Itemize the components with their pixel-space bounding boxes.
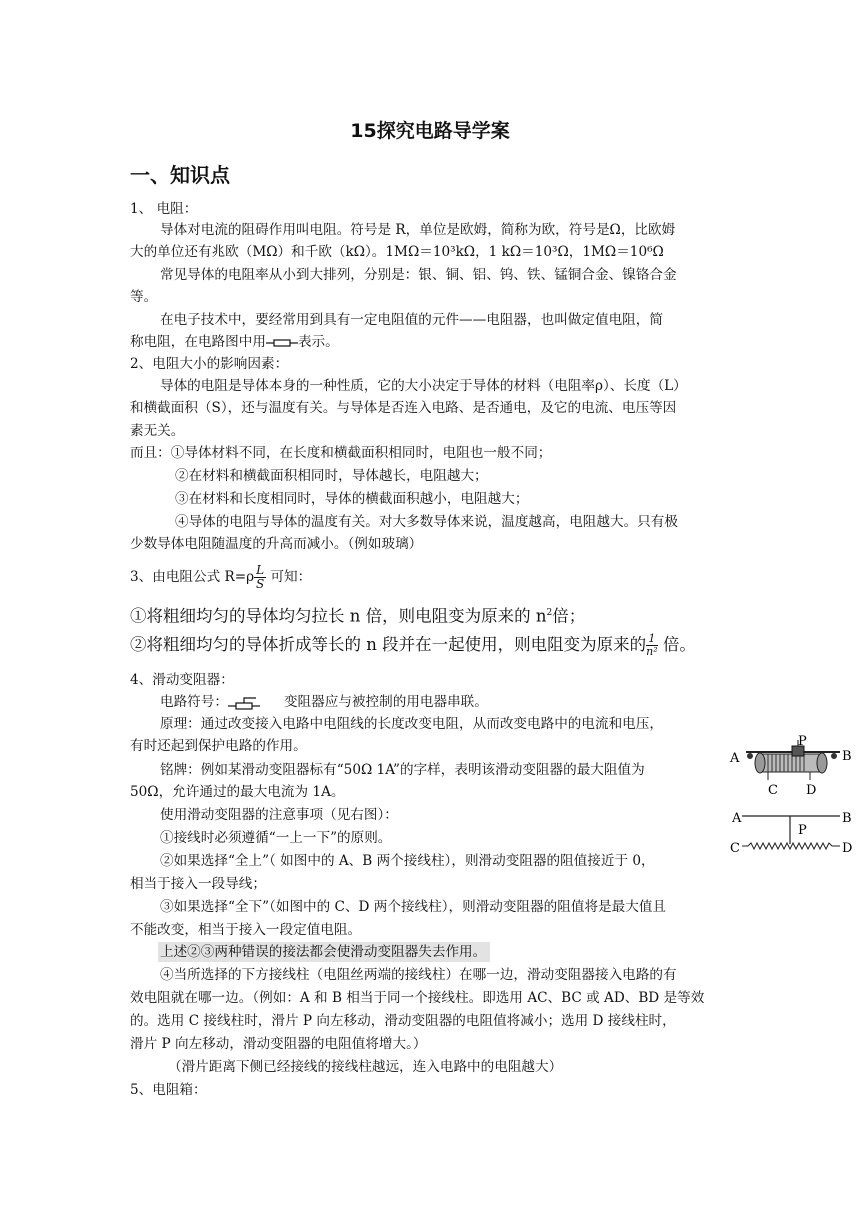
s4-n4b: 效电阻就在哪一边。（例如：A 和 B 相当于同一个接线柱。即选用 AC、BC 或 AD、BD 是等效 [130, 990, 705, 1006]
s2-p1c: 素无关。 [130, 423, 185, 439]
s4-p2b: 50Ω，允许通过的最大电流为 1A。 [130, 784, 345, 800]
s4-n4a: ④当所选择的下方接线柱（电阻丝两端的接线柱）在哪一边，滑动变阻器接入电路的有 [160, 967, 677, 983]
s4-highlight: 上述②③两种错误的接法都会使滑动变阻器失去作用。 [158, 942, 490, 962]
s3-b1-pre: ①将粗细均匀的导体均匀拉长 n 倍，则电阻变为原来的 n [130, 606, 547, 626]
s3-b2-fraction [646, 633, 658, 658]
label-P-top: P [798, 734, 807, 749]
s1-p3b-post: 表示。 [297, 334, 339, 350]
s4-sym-pre: 电路符号： [160, 694, 228, 710]
s1-head: 1、 电阻： [130, 201, 198, 217]
rheostat-device-drawing [746, 740, 840, 780]
s4-p3: 使用滑动变阻器的注意事项（见右图）： [160, 807, 398, 823]
s4-symbol-line [160, 692, 488, 712]
s3-b2-post: 倍。 [662, 635, 696, 654]
fraction-numerator: 1 [646, 633, 658, 646]
s1-p1a: 导体对电流的阻碍作用叫电阻。符号是 R，单位是欧姆，简称为欧，符号是Ω，比欧姆 [160, 222, 676, 238]
label-A-top: A [730, 751, 740, 766]
section-heading: 一、知识点 [130, 163, 230, 187]
s1-p3b-pre: 称电阻，在电路图中用 [130, 334, 266, 350]
s3-b1 [130, 601, 585, 629]
label-A: A [732, 811, 742, 826]
fraction-numerator: L [256, 563, 265, 577]
s4-n2b: 相当于接入一段导线； [130, 876, 266, 892]
s2-p1b: 和横截面积（S），还与温度有关。与导体是否连入电路、是否通电，及它的电流、电压等因 [130, 400, 677, 416]
s5-head: 5、电阻箱： [130, 1082, 207, 1098]
s2-l2: ②在材料和横截面积相同时，导体越长，电阻越大； [175, 468, 488, 484]
s3-b2 [130, 628, 696, 662]
s2-l3: ③在材料和长度相同时，导体的横截面积越小，电阻越大； [175, 491, 529, 507]
resistance-formula-fraction [254, 564, 266, 591]
s2-l1: 而且：①导体材料不同，在长度和横截面积相同时，电阻也一般不同； [130, 445, 552, 461]
s4-n5: （滑片距离下侧已经接线的接线柱越远，连入电路中的电阻越大） [168, 1059, 563, 1075]
s4-n1: ①接线时必须遵循“一上一下”的原则。 [160, 830, 392, 846]
s4-n2a: ②如果选择“全上”（ 如图中的 A、B 两个接线柱），则滑动变阻器的阻值接近于 0， [160, 853, 655, 869]
rheostat-figure [728, 732, 856, 860]
s4-n4d: 滑片 P 向左移动，滑动变阻器的电阻值将增大。） [130, 1036, 427, 1052]
label-D: D [842, 841, 853, 856]
label-D-top: D [806, 783, 817, 798]
s4-n3a: ③如果选择“全下”（如图中的 C、D 两个接线柱），则滑动变阻器的阻值将是最大值且 [160, 899, 667, 915]
s3-head-pre: 3、由电阻公式 R=ρ [130, 569, 255, 585]
label-B-top: B [842, 749, 852, 764]
page-title: 15探究电路导学案 [350, 120, 510, 142]
s4-sym-post: 变阻器应与被控制的用电器串联。 [283, 694, 488, 710]
rheostat-symbol-icon [228, 696, 264, 710]
s4-n4c: 的。选用 C 接线柱时，滑片 P 向左移动，滑动变阻器的电阻值将减小；选用 D 接线柱时， [130, 1013, 676, 1029]
s3-head-post: 可知： [270, 569, 312, 585]
s3-b2-pre: ②将粗细均匀的导体折成等长的 n 段并在一起使用，则电阻变为原来的 [130, 635, 647, 654]
s1-p2a: 常见导体的电阻率从小到大排列，分别是：银、铜、铝、钨、铁、锰铜合金、镍铬合金 [160, 267, 677, 283]
s3-b1-sup: 2 [546, 608, 553, 618]
s1-p2b: 等。 [130, 289, 158, 305]
s4-p1a: 原理：通过改变接入电路中电阻线的长度改变电阻，从而改变电路中的电流和电压， [160, 716, 663, 732]
s2-l4a: ④导体的电阻与导体的温度有关。对大多数导体来说，温度越高，电阻越大。只有极 [175, 514, 678, 530]
s2-head: 2、电阻大小的影响因素： [130, 356, 289, 372]
s3-head [130, 562, 311, 592]
rheostat-schematic [742, 816, 840, 849]
fraction-denominator: n² [646, 645, 658, 658]
fraction-denominator: S [256, 577, 265, 591]
s2-p1a: 导体的电阻是导体本身的一种性质，它的大小决定于导体的材料（电阻率ρ）、长度（L） [160, 378, 687, 394]
s1-p1b: 大的单位还有兆欧（MΩ）和千欧（kΩ）。1MΩ＝10³kΩ，1 kΩ＝10³Ω，1MΩ＝10⁶Ω [130, 244, 664, 260]
s4-p1b: 有时还起到保护电路的作用。 [130, 738, 307, 754]
label-C-top: C [768, 783, 778, 798]
label-P: P [798, 823, 807, 838]
s1-p3b [130, 332, 339, 352]
resistor-symbol-icon [266, 338, 298, 348]
s4-head: 4、滑动变阻器： [130, 672, 234, 688]
label-C: C [730, 841, 740, 856]
label-B: B [842, 811, 852, 826]
s1-p3a: 在电子技术中，要经常用到具有一定电阻值的元件——电阻器，也叫做定值电阻，简 [160, 312, 663, 328]
s4-n3b: 不能改变，相当于接入一段定值电阻。 [130, 922, 362, 938]
s4-p2a: 铭牌：例如某滑动变阻器标有“50Ω 1A”的字样，表明该滑动变阻器的最大阻值为 [160, 762, 645, 778]
s3-b1-post: 倍； [552, 606, 586, 626]
s2-l4b: 少数导体电阻随温度的升高而减小。（例如玻璃） [130, 536, 423, 552]
